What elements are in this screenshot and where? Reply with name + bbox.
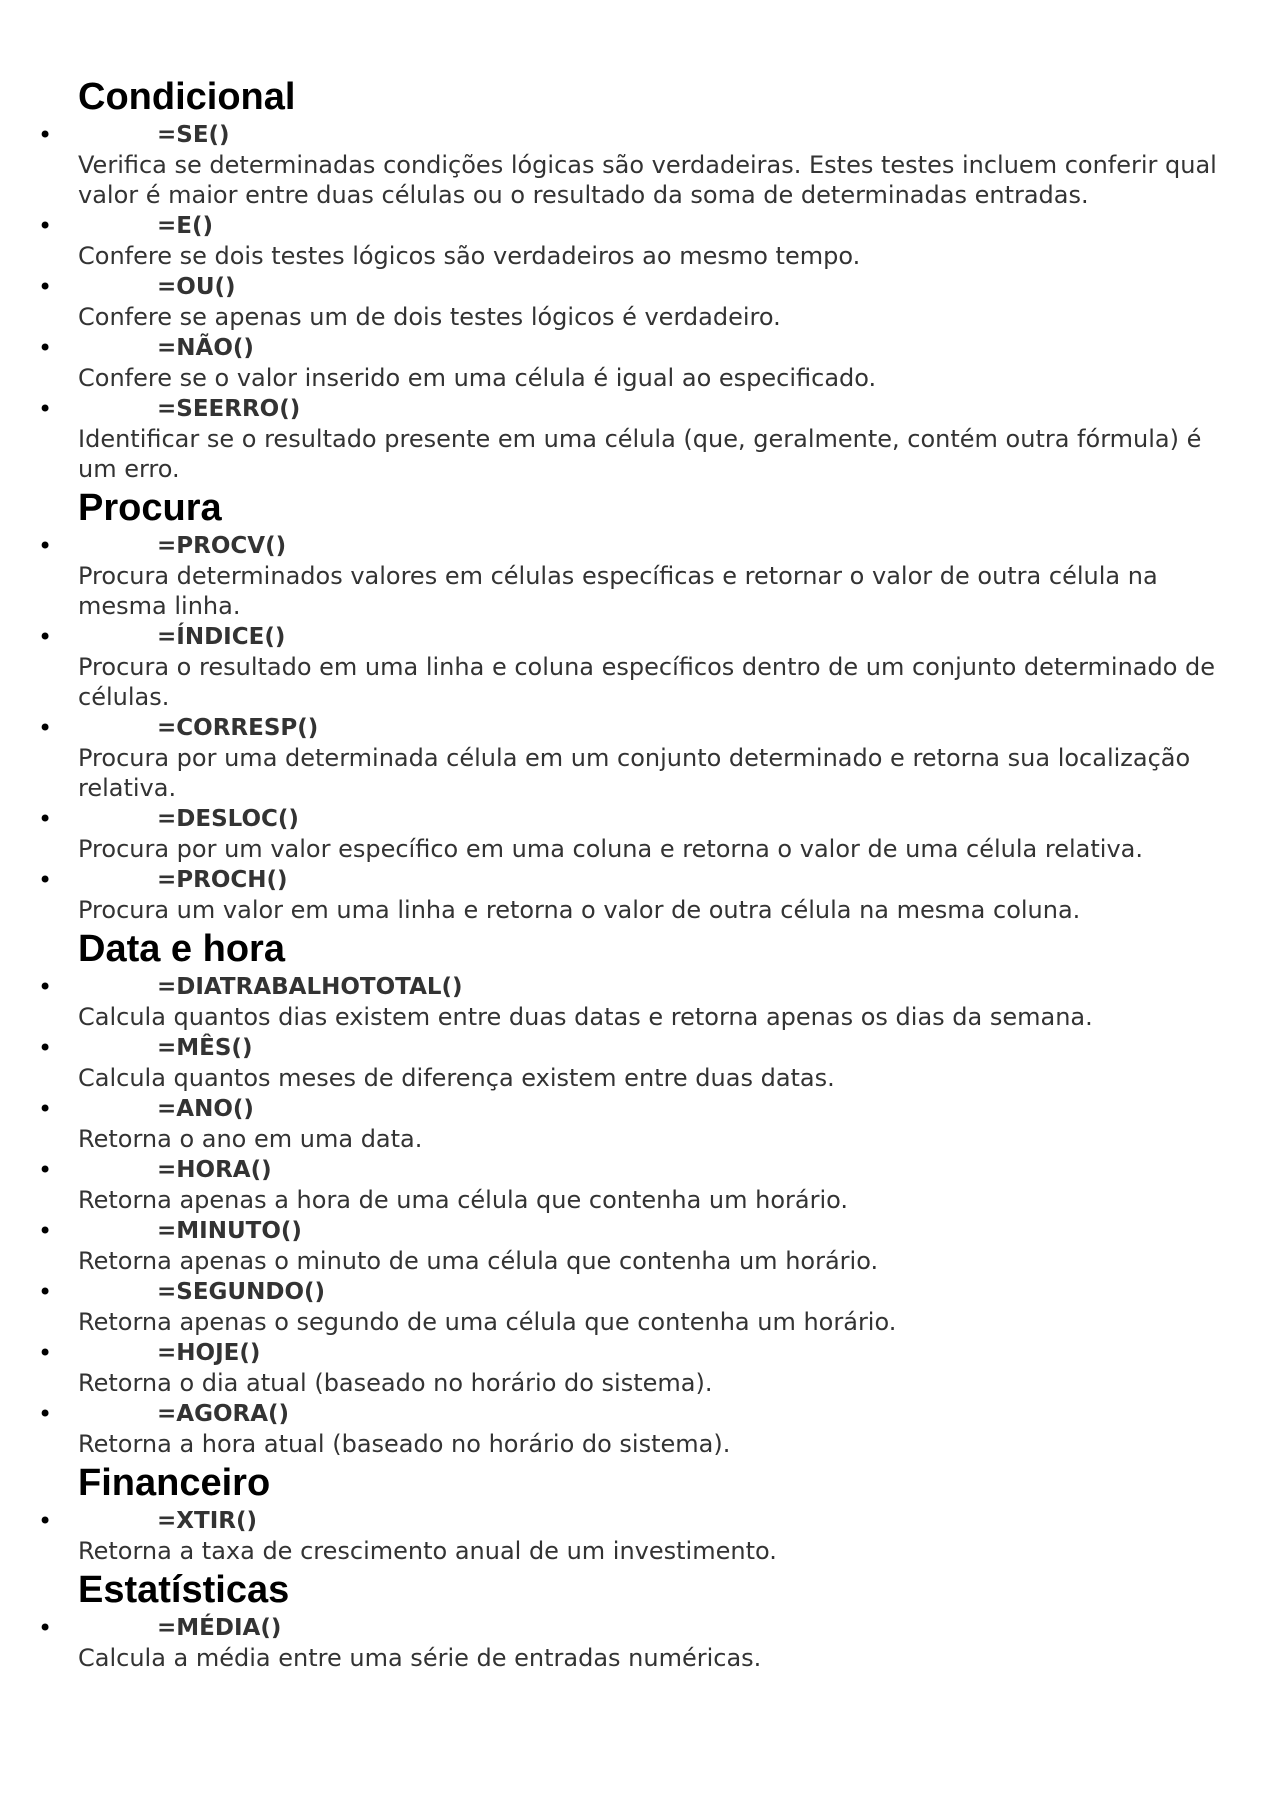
- bullet-icon: •: [38, 1217, 53, 1245]
- function-name: =HOJE(): [157, 1340, 261, 1366]
- bullet-icon: •: [38, 395, 53, 423]
- function-description: Confere se o valor inserido em uma célula é igual ao especificado.: [78, 364, 877, 392]
- function-description: Retorna apenas a hora de uma célula que contenha um horário.: [78, 1186, 849, 1214]
- list-item: [38, 1033, 1228, 1094]
- section-title: Data e hora: [78, 928, 285, 970]
- section: [38, 485, 1228, 926]
- bullet-icon: •: [38, 1400, 53, 1428]
- function-name: =AGORA(): [157, 1401, 290, 1427]
- function-name: =OU(): [157, 274, 236, 300]
- section: [38, 1567, 1228, 1674]
- function-description: Retorna a taxa de crescimento anual de um investimento.: [78, 1537, 777, 1565]
- function-description: Procura por um valor específico em uma coluna e retorna o valor de uma célula relativa.: [78, 835, 1143, 863]
- section-title: Condicional: [78, 76, 296, 118]
- function-name: =E(): [157, 213, 214, 239]
- function-description: Procura um valor em uma linha e retorna o valor de outra célula na mesma coluna.: [78, 896, 1081, 924]
- bullet-icon: •: [38, 973, 53, 1001]
- function-description: Procura o resultado em uma linha e coluna específicos dentro de um conjunto determinado de células.: [78, 653, 1216, 711]
- function-name: =PROCH(): [157, 867, 288, 893]
- function-name: =PROCV(): [157, 533, 287, 559]
- function-name: =XTIR(): [157, 1508, 257, 1534]
- section: [38, 1460, 1228, 1567]
- function-description: Retorna apenas o segundo de uma célula que contenha um horário.: [78, 1308, 897, 1336]
- function-name: =MÉDIA(): [157, 1615, 282, 1641]
- list-item: [38, 1399, 1228, 1460]
- list-item: [38, 622, 1228, 713]
- function-description: Retorna o dia atual (baseado no horário do sistema).: [78, 1369, 713, 1397]
- list-item: [38, 972, 1228, 1033]
- function-description: Retorna o ano em uma data.: [78, 1125, 423, 1153]
- list-item: [38, 1338, 1228, 1399]
- list-item: [38, 1277, 1228, 1338]
- function-name: =ANO(): [157, 1096, 254, 1122]
- bullet-icon: •: [38, 1507, 53, 1535]
- bullet-icon: •: [38, 1034, 53, 1062]
- bullet-icon: •: [38, 1339, 53, 1367]
- list-item: [38, 1506, 1228, 1567]
- section-title: Financeiro: [78, 1462, 271, 1504]
- function-description: Procura por uma determinada célula em um conjunto determinado e retorna sua localização relativa.: [78, 744, 1191, 802]
- function-name: =CORRESP(): [157, 715, 319, 741]
- list-item: [38, 1155, 1228, 1216]
- bullet-icon: •: [38, 623, 53, 651]
- section: [38, 74, 1228, 485]
- bullet-icon: •: [38, 212, 53, 240]
- function-description: Procura determinados valores em células específicas e retornar o valor de outra célula na mesma linha.: [78, 562, 1158, 620]
- function-name: =SE(): [157, 122, 230, 148]
- bullet-icon: •: [38, 1614, 53, 1642]
- function-name: =HORA(): [157, 1157, 272, 1183]
- function-description: Identificar se o resultado presente em uma célula (que, geralmente, contém outra fórmula) é um erro.: [78, 425, 1202, 483]
- bullet-icon: •: [38, 1156, 53, 1184]
- bullet-icon: •: [38, 714, 53, 742]
- list-item: [38, 1094, 1228, 1155]
- list-item: [38, 120, 1228, 211]
- list-item: [38, 865, 1228, 926]
- function-name: =DESLOC(): [157, 806, 299, 832]
- function-name: =ÍNDICE(): [157, 624, 286, 650]
- function-description: Retorna a hora atual (baseado no horário do sistema).: [78, 1430, 731, 1458]
- function-name: =MÊS(): [157, 1035, 253, 1061]
- list-item: [38, 1613, 1228, 1674]
- function-name: =NÃO(): [157, 335, 254, 361]
- bullet-icon: •: [38, 805, 53, 833]
- list-item: [38, 531, 1228, 622]
- function-description: Retorna apenas o minuto de uma célula que contenha um horário.: [78, 1247, 879, 1275]
- list-item: [38, 804, 1228, 865]
- function-description: Verifica se determinadas condições lógicas são verdadeiras. Estes testes incluem conferir qual valor é maior entre duas células ou o resultado da soma de determinadas entradas.: [78, 151, 1217, 209]
- bullet-icon: •: [38, 1095, 53, 1123]
- list-item: [38, 1216, 1228, 1277]
- list-item: [38, 272, 1228, 333]
- function-description: Confere se dois testes lógicos são verdadeiros ao mesmo tempo.: [78, 242, 861, 270]
- list-item: [38, 394, 1228, 485]
- section-title: Procura: [78, 487, 222, 529]
- document-body: [38, 74, 1228, 1674]
- function-name: =DIATRABALHOTOTAL(): [157, 974, 463, 1000]
- function-name: =SEERRO(): [157, 396, 301, 422]
- function-description: Confere se apenas um de dois testes lógicos é verdadeiro.: [78, 303, 781, 331]
- bullet-icon: •: [38, 1278, 53, 1306]
- list-item: [38, 211, 1228, 272]
- list-item: [38, 333, 1228, 394]
- section-title: Estatísticas: [78, 1569, 290, 1611]
- bullet-icon: •: [38, 334, 53, 362]
- bullet-icon: •: [38, 273, 53, 301]
- function-description: Calcula quantos meses de diferença existem entre duas datas.: [78, 1064, 835, 1092]
- function-name: =SEGUNDO(): [157, 1279, 326, 1305]
- section: [38, 926, 1228, 1460]
- bullet-icon: •: [38, 121, 53, 149]
- list-item: [38, 713, 1228, 804]
- function-description: Calcula quantos dias existem entre duas datas e retorna apenas os dias da semana.: [78, 1003, 1093, 1031]
- bullet-icon: •: [38, 866, 53, 894]
- bullet-icon: •: [38, 532, 53, 560]
- function-name: =MINUTO(): [157, 1218, 302, 1244]
- function-description: Calcula a média entre uma série de entradas numéricas.: [78, 1644, 762, 1672]
